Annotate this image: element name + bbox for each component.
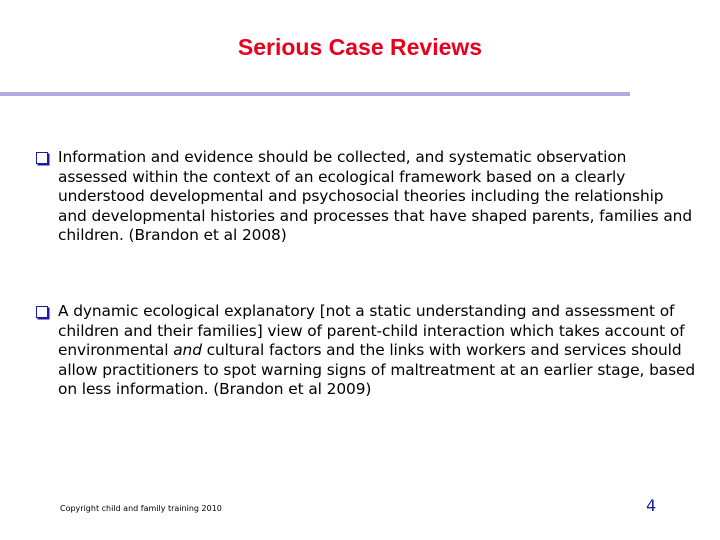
bullet-item (36, 302, 696, 400)
bullet-text-part: A dynamic ecological explanatory [not a static understanding and assessment of children and their families] view of parent-child interaction which takes account of environmental (58, 302, 685, 360)
title-divider (0, 92, 630, 96)
slide-title: Serious Case Reviews (237, 34, 483, 60)
bullet-item (36, 148, 696, 246)
checkbox-bullet-icon (36, 152, 48, 164)
page-number: 4 (646, 496, 657, 515)
checkbox-bullet-icon (36, 306, 48, 318)
bullet-text (36, 302, 696, 400)
bullet-text-part: cultural factors and the links with workers and services should allow practitioners to spot warning signs of maltreatment at an earlier stage, based on less information. (Brandon et al 2009) (58, 341, 696, 399)
bullet-text-emphasis: and (173, 341, 202, 360)
copyright-footer: Copyright child and family training 2010 (60, 504, 222, 513)
bullet-text: Information and evidence should be collected, and systematic observation assessed within the context of an ecological framework based on a clearly understood developmental and psychosocial theories including the relationship and developmental histories and processes that have shaped parents, families and children. (Brandon et al 2008) (58, 148, 692, 245)
